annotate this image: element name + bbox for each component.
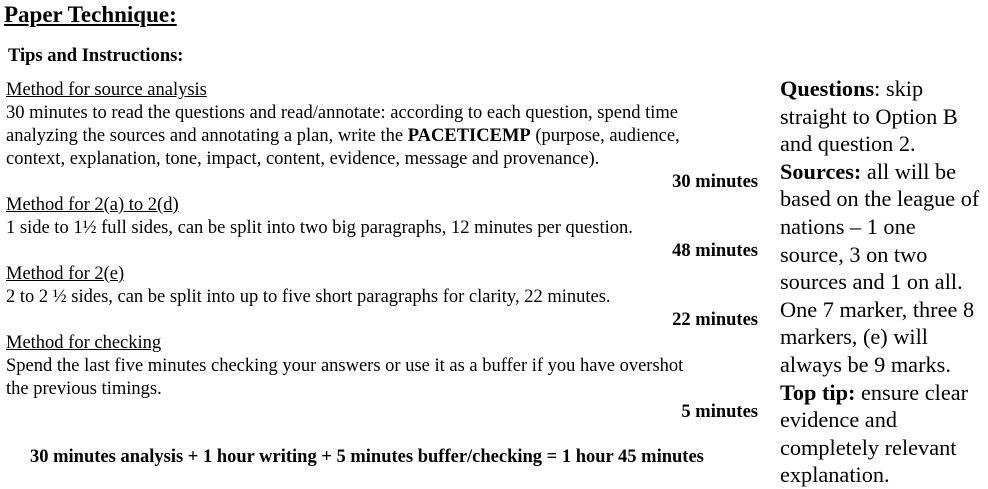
duration-label: 48 minutes [672, 241, 758, 261]
section-body-line: the previous timings. [6, 379, 162, 399]
sidebar-line: markers, (e) will [780, 324, 928, 350]
questions-note: Questions: skip [780, 76, 924, 101]
total-time-summary: 30 minutes analysis + 1 hour writing + 5 minutes buffer/checking = 1 hour 45 minutes [30, 447, 704, 467]
paceticemp-term: PACETICEMP [407, 126, 531, 146]
sidebar-line: sources and 1 on all. [780, 269, 963, 295]
section-body-line: 30 minutes to read the questions and read/annotate: according to each question, spend time [6, 103, 678, 123]
section-heading: Method for 2(e) [6, 264, 125, 284]
section-body-line: 1 side to 1½ full sides, can be split into two big paragraphs, 12 minutes per question. [6, 218, 633, 238]
section-checking [6, 332, 758, 401]
questions-label: Questions [780, 76, 875, 101]
sidebar-line: and question 2. [780, 131, 916, 157]
sidebar-line: evidence and [780, 407, 897, 433]
sources-label: Sources: [780, 158, 862, 184]
sidebar-line: completely relevant [780, 434, 957, 460]
page-title: Paper Technique: [4, 2, 177, 27]
sidebar-line: explanation. [780, 462, 890, 488]
section-body-line: context, explanation, tone, impact, content, evidence, message and provenance). [6, 149, 600, 169]
sidebar-line: based on the league of [780, 186, 980, 212]
top-tip-note: Top tip: ensure clear [780, 379, 969, 405]
sidebar-line: always be 9 marks. [780, 351, 951, 377]
section-2a-2d [6, 194, 758, 240]
page-subtitle: Tips and Instructions: [8, 46, 184, 66]
duration-label: 22 minutes [672, 310, 758, 330]
duration-label: 30 minutes [672, 172, 758, 192]
sidebar-line: straight to Option B [780, 103, 958, 129]
duration-label: 5 minutes [681, 402, 758, 422]
sidebar-notes [780, 75, 979, 489]
section-body-line: 2 to 2 ½ sides, can be split into up to five short paragraphs for clarity, 22 minutes. [6, 287, 611, 307]
section-source-analysis [6, 79, 758, 171]
section-body-line: Spend the last five minutes checking your answers or use it as a buffer if you have overshot [6, 356, 684, 376]
section-heading: Method for source analysis [6, 80, 207, 100]
top-tip-label: Top tip: [780, 379, 856, 405]
section-body-line: analyzing the sources and annotating a plan, write the PACETICEMP (purpose, audience, [6, 126, 680, 146]
sidebar-line: source, 3 on two [780, 241, 928, 267]
section-heading: Method for checking [6, 333, 162, 353]
sidebar-line: One 7 marker, three 8 [780, 296, 975, 322]
section-heading: Method for 2(a) to 2(d) [6, 195, 179, 215]
section-2e [6, 263, 758, 309]
sources-note: Sources: all will be [780, 158, 957, 184]
sidebar-line: nations – 1 one [780, 213, 916, 239]
